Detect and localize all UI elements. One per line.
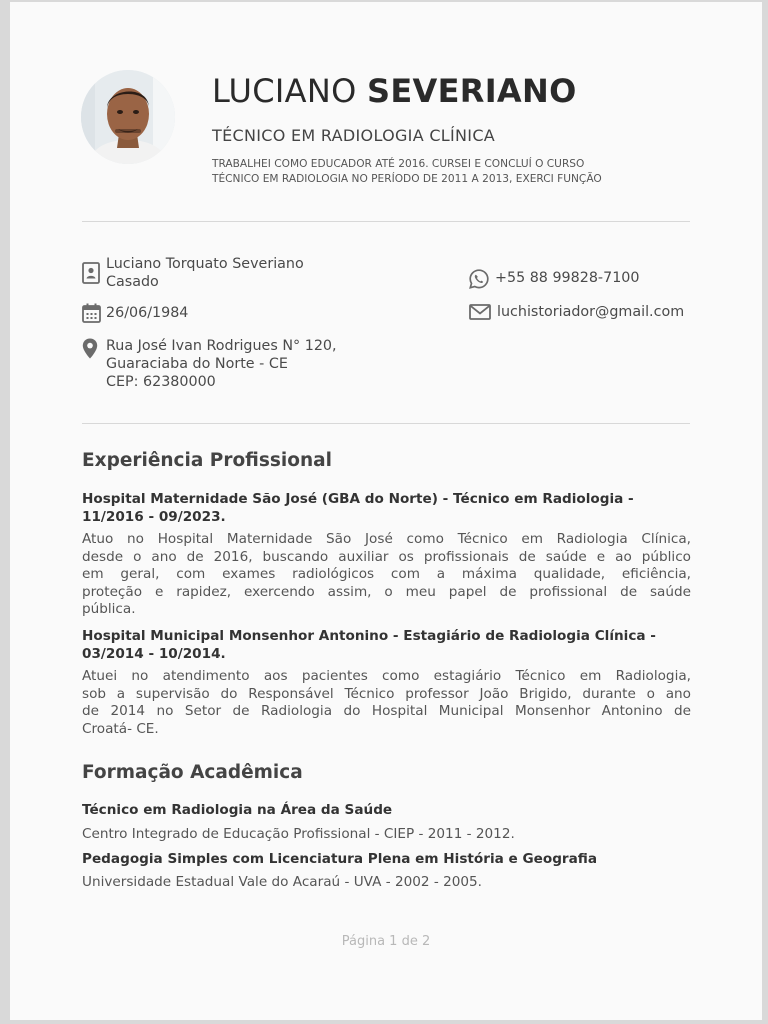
marital-status: Casado — [106, 274, 159, 290]
address — [106, 337, 337, 391]
address-line: Rua José Ivan Rodrigues N° 120, — [106, 338, 337, 354]
education-heading: Formação Acadêmica — [82, 762, 303, 783]
contact-divider — [82, 423, 690, 424]
description-line: pública. — [82, 601, 136, 617]
resume-page — [10, 2, 762, 1020]
description-line: proteção e rapidez, exercendo assim, o meu papel de profissional de saúde — [82, 583, 691, 600]
experience-entry-title — [82, 627, 692, 663]
experience-entry-description — [82, 531, 691, 619]
address-line: Guaraciaba do Norte - CE — [106, 356, 288, 372]
description-line: Croatá- CE. — [82, 720, 159, 737]
experience-entry-title — [82, 490, 692, 526]
entry-title-line: 03/2014 - 10/2014. — [82, 646, 226, 662]
entry-title-line: Hospital Maternidade São José (GBA do Norte) - Técnico em Radiologia - — [82, 491, 634, 507]
calendar-icon — [82, 303, 101, 323]
envelope-icon — [469, 304, 491, 320]
phone-number: +55 88 99828-7100 — [495, 270, 640, 286]
description-line: sob a supervisão do Responsável Técnico professor João Brigido, durante o ano — [82, 685, 691, 702]
profile-summary — [212, 157, 697, 187]
candidate-name — [212, 72, 577, 110]
page-number: Página 1 de 2 — [341, 934, 431, 949]
entry-title-line: Hospital Municipal Monsenhor Antonino - Estagiário de Radiologia Clínica - — [82, 628, 656, 644]
id-card-icon — [82, 262, 100, 284]
entry-title-line: 11/2016 - 09/2023. — [82, 509, 226, 525]
address-line: CEP: 62380000 — [106, 374, 216, 390]
summary-line: TRABALHEI COMO EDUCADOR ATÉ 2016. CURSEI E CONCLUÍ O CURSO — [212, 158, 585, 170]
map-pin-icon — [82, 338, 98, 359]
email-address: luchistoriador@gmail.com — [497, 304, 685, 320]
profile-photo-image — [81, 70, 175, 164]
profile-photo — [81, 70, 175, 164]
education-entry-title: Pedagogia Simples com Licenciatura Plena em História e Geografia — [82, 851, 598, 867]
birth-date: 26/06/1984 — [106, 305, 189, 321]
candidate-last-name: SEVERIANO — [367, 72, 577, 110]
description-line: em geral, com exames radiológicos com a máxima qualidade, eficiência, — [82, 566, 691, 582]
summary-line: TÉCNICO EM RADIOLOGIA NO PERÍODO DE 2011 A 2013, EXERCI FUNÇÃO — [212, 173, 602, 185]
description-line: de 2014 no Setor de Radiologia do Hospital Municipal Monsenhor Antonino de — [82, 703, 691, 719]
description-line: Atuei no atendimento aos pacientes como estagiário Técnico em Radiologia, — [82, 668, 691, 684]
education-entry-title: Técnico em Radiologia na Área da Saúde — [82, 802, 393, 818]
experience-heading: Experiência Profissional — [82, 450, 332, 471]
description-line: desde o ano de 2016, buscando auxiliar os profissionais de saúde e ao público — [82, 548, 691, 565]
description-line: Atuo no Hospital Maternidade São José como Técnico em Radiologia Clínica, — [82, 531, 691, 547]
personal-info-text — [106, 255, 304, 291]
experience-entry-description — [82, 668, 691, 738]
whatsapp-icon — [469, 269, 489, 289]
header-divider — [82, 221, 690, 222]
education-entry-institution: Centro Integrado de Educação Profissional - CIEP - 2011 - 2012. — [82, 826, 515, 842]
candidate-first-name: LUCIANO — [212, 72, 357, 110]
full-name: Luciano Torquato Severiano — [106, 256, 304, 272]
education-entry-institution: Universidade Estadual Vale do Acaraú - UVA - 2002 - 2005. — [82, 874, 483, 890]
job-title: TÉCNICO EM RADIOLOGIA CLÍNICA — [212, 126, 496, 145]
